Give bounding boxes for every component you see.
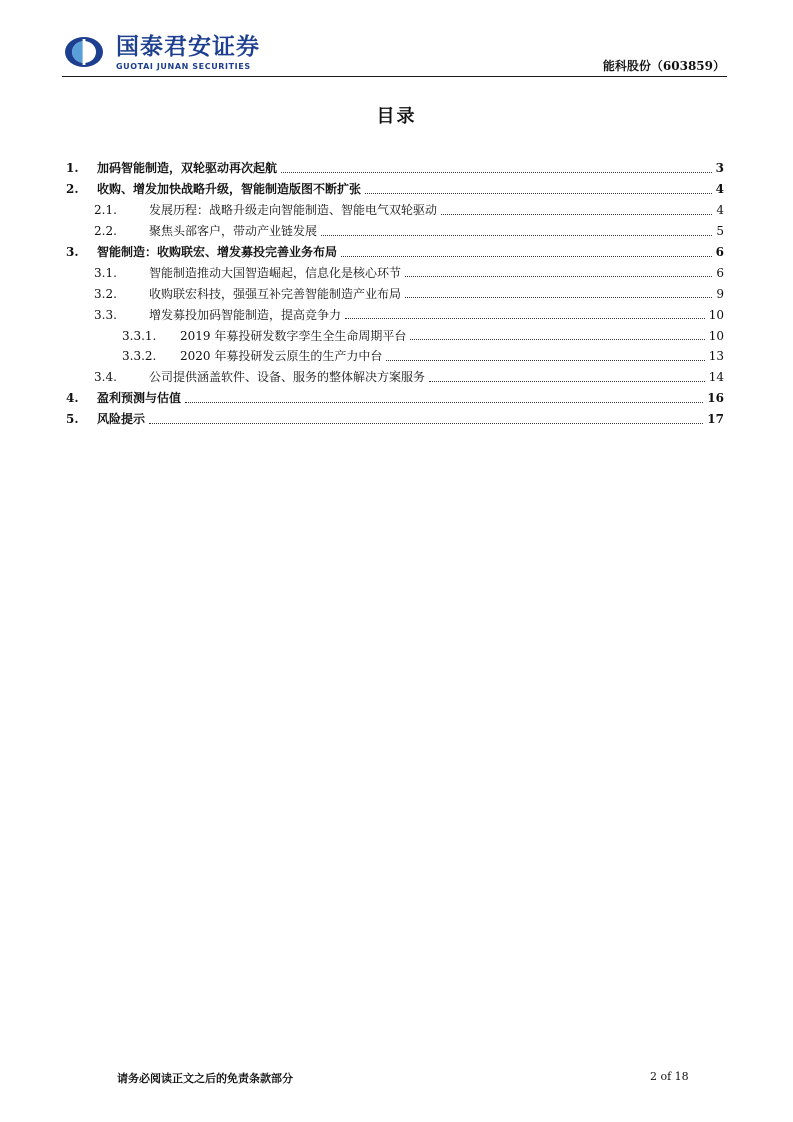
toc-entry-number: 3. bbox=[66, 245, 79, 259]
dot-leader bbox=[386, 360, 704, 361]
guotai-junan-logo-icon bbox=[64, 36, 104, 68]
toc-entry-number: 2.1. bbox=[94, 203, 117, 218]
toc-entry-page: 6 bbox=[715, 245, 724, 259]
dot-leader bbox=[405, 297, 712, 298]
toc-entry-page: 4 bbox=[716, 203, 724, 218]
toc-entry[interactable] bbox=[66, 283, 724, 304]
toc-entry-title: 发展历程：战略升级走向智能制造、智能电气双轮驱动 bbox=[149, 203, 438, 218]
toc-entry-title: 智能制造推动大国智造崛起，信息化是核心环节 bbox=[149, 265, 402, 280]
toc-entry-number: 4. bbox=[66, 391, 79, 406]
toc-entry-title: 盈利预测与估值 bbox=[97, 391, 182, 406]
page-header bbox=[62, 30, 727, 76]
dot-leader bbox=[345, 318, 705, 319]
toc-entry-page: 4 bbox=[715, 182, 724, 197]
toc-entry-title: 2019 年募投研发数字孪生全生命周期平台 bbox=[180, 328, 407, 343]
toc-entry-number: 3.2. bbox=[94, 286, 117, 301]
toc-entry[interactable] bbox=[66, 388, 724, 409]
toc-entry[interactable] bbox=[66, 242, 724, 263]
toc-entry-title: 加码智能制造，双轮驱动再次起航 bbox=[97, 161, 278, 176]
toc-entry-title: 智能制造：收购联宏、增发募投完善业务布局 bbox=[97, 245, 338, 259]
dot-leader bbox=[429, 381, 705, 382]
brand-block bbox=[116, 34, 260, 72]
toc-entry-page: 9 bbox=[716, 286, 724, 301]
toc-entry-page: 10 bbox=[708, 307, 724, 322]
toc-entry-number: 3.1. bbox=[94, 265, 117, 280]
toc-title: 目录 bbox=[376, 106, 417, 127]
toc-entry[interactable] bbox=[66, 304, 724, 325]
toc-entry-number: 3.3. bbox=[94, 307, 117, 322]
toc-entry-number: 3.3.1. bbox=[122, 328, 157, 343]
toc-entry-number: 1. bbox=[66, 161, 79, 176]
toc-entry-title: 风险提示 bbox=[97, 412, 146, 427]
dot-leader bbox=[365, 193, 712, 194]
toc-entry-page: 5 bbox=[716, 224, 724, 239]
toc-entry-page: 10 bbox=[708, 328, 724, 343]
toc-entry-number: 2.2. bbox=[94, 224, 117, 239]
toc-entry[interactable] bbox=[66, 346, 724, 367]
toc-entry-title: 收购、增发加快战略升级，智能制造版图不断扩张 bbox=[97, 182, 362, 197]
toc-entry-page: 17 bbox=[707, 412, 724, 427]
toc-entry-page: 14 bbox=[708, 370, 724, 385]
toc-entry-number: 2. bbox=[66, 182, 79, 197]
footer-disclaimer: 请务必阅读正文之后的免责条款部分 bbox=[117, 1072, 293, 1085]
page-indicator: 2 of 18 bbox=[650, 1070, 689, 1083]
dot-leader bbox=[441, 214, 712, 215]
dot-leader bbox=[185, 402, 703, 403]
toc-entry-title: 2020 年募投研发云原生的生产力中台 bbox=[180, 349, 383, 364]
dot-leader bbox=[405, 276, 712, 277]
header-divider bbox=[62, 76, 727, 77]
toc-entry[interactable] bbox=[66, 179, 724, 200]
toc-entry-page: 3 bbox=[715, 161, 724, 176]
toc-entry[interactable] bbox=[66, 200, 724, 221]
dot-leader bbox=[281, 172, 712, 173]
toc-entry-title: 公司提供涵盖软件、设备、服务的整体解决方案服务 bbox=[149, 370, 426, 385]
toc-entry[interactable] bbox=[66, 158, 724, 179]
company-stock-code: 能科股份（603859） bbox=[602, 59, 725, 73]
toc-entry[interactable] bbox=[66, 367, 724, 388]
brand-name-cn: 国泰君安证券 bbox=[116, 34, 260, 60]
toc-entry-title: 增发募投加码智能制造，提高竞争力 bbox=[149, 307, 342, 322]
dot-leader bbox=[410, 339, 704, 340]
toc-entry[interactable] bbox=[66, 325, 724, 346]
toc-entry[interactable] bbox=[66, 409, 724, 430]
toc-entry-number: 3.4. bbox=[94, 370, 117, 385]
toc-entry[interactable] bbox=[66, 262, 724, 283]
toc-entry-number: 3.3.2. bbox=[122, 349, 157, 364]
dot-leader bbox=[321, 235, 712, 236]
table-of-contents bbox=[66, 158, 724, 430]
toc-entry[interactable] bbox=[66, 221, 724, 242]
toc-entry-page: 16 bbox=[707, 391, 724, 406]
brand-name-en: GUOTAI JUNAN SECURITIES bbox=[116, 62, 251, 71]
toc-entry-page: 6 bbox=[716, 265, 724, 280]
dot-leader bbox=[149, 423, 703, 424]
dot-leader bbox=[341, 256, 712, 257]
toc-entry-number: 5. bbox=[66, 412, 79, 427]
toc-entry-title: 聚焦头部客户，带动产业链发展 bbox=[149, 224, 318, 239]
toc-entry-page: 13 bbox=[708, 349, 724, 364]
toc-entry-title: 收购联宏科技，强强互补完善智能制造产业布局 bbox=[149, 286, 402, 301]
